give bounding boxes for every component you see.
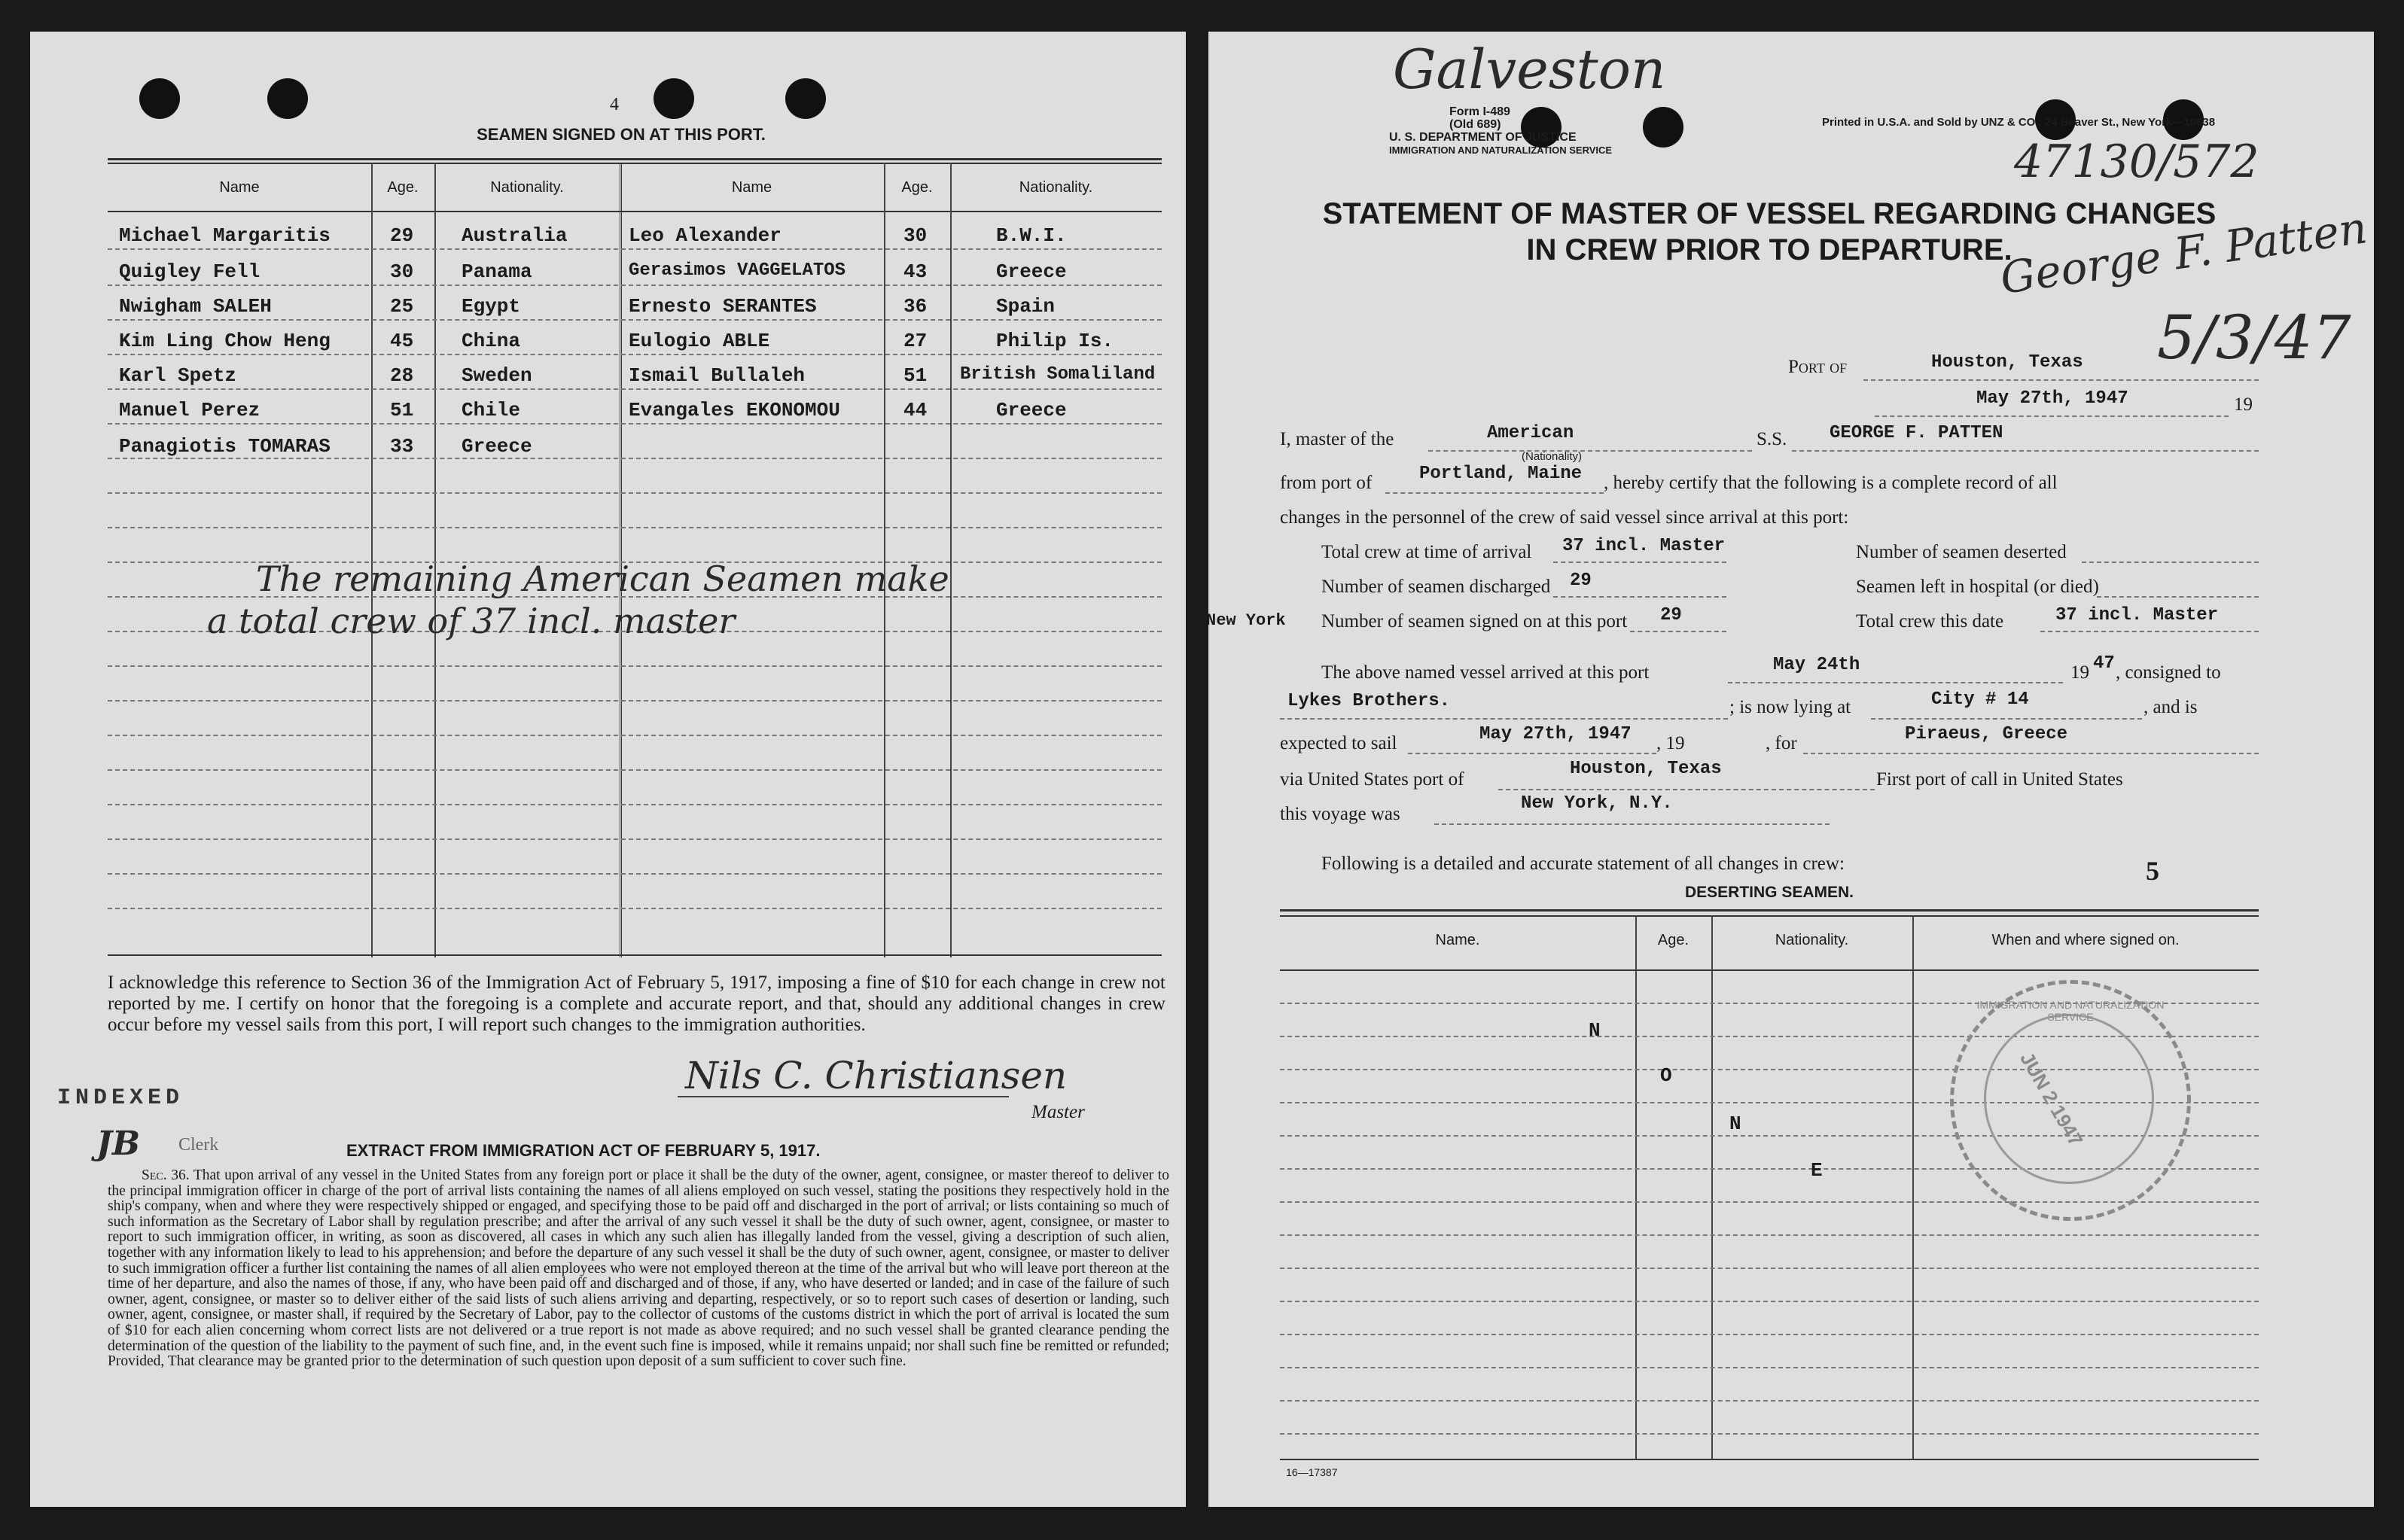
arrived-value: May 24th	[1773, 655, 1860, 675]
seaman-name: Michael Margaritis	[119, 224, 331, 247]
extract-text: That upon arrival of any vessel in the United States from any foreign port or place it shall be the duty of the owner, agent, consignee, or master thereof to deliver to the principal immigration officer in charge of the port of arrival lists containing the names of all aliens employed on such vessel, stating the positions they respectively hold in the ship's company, when and where they were respectively shipped or engaged, and specifying those to be paid off and discharged in the port of arrival; or lists containing so much of such information as the Secretary of Labor shall by regulation prescribe; and after the arrival of any such vessel it shall be the duty of such owner, agent, consignee, or master to report to such immigration officer, in writing, as soon as discovered, all cases in which any such alien has illegally landed from the vessel, giving a description of such alien, together with any information likely to lead to his apprehension; and before the departure of any such vessel it shall be the duty of such owner, agent, consignee, or master to deliver to such immigration officer a further list containing the names of all alien employees who were not employed thereon at the time of the arrival but who will leave port thereon at the time of her departure, and also the names of those, if any, who have been paid off and discharged and of those, if any, who have deserted or landed; and in case of the failure of such owner, agent, consignee, or master so to deliver either of the said lists of such aliens arriving and departing, respectively, or so to report such cases of desertion or landing, such owner, agent, consignee, or master shall, if required by the Secretary of Labor, pay to the collector of customs of the customs district in which the port of arrival is located the sum of $10 for each alien concerning whom correct lists are not delivered or a true report is not made as above required; and no such vessel shall be granted clearance pending the determination of the question of the liability to the payment of such fine, and, in the event such fine is imposed, while it remains unpaid; nor shall such fine be remitted or refunded; Provided, That clearance may be granted prior to the determination of such question upon deposit of a sum sufficient to cover such fine.	[108, 1167, 1169, 1370]
none-letter: E	[1811, 1159, 1823, 1182]
expected-year-label: , 19	[1656, 733, 1685, 753]
following-text: Following is a detailed and accurate statement of all changes in crew:	[1321, 854, 1845, 874]
punch-hole	[785, 78, 826, 119]
seaman-nationality: B.W.I.	[996, 224, 1067, 247]
col-header-signed-on: When and where signed on.	[1991, 932, 2180, 948]
punch-hole	[654, 78, 694, 119]
form-old: (Old 689)	[1449, 118, 1501, 131]
signed-on-title: SEAMEN SIGNED ON AT THIS PORT.	[477, 125, 766, 144]
master-label: Master	[1031, 1102, 1085, 1122]
extract-title: EXTRACT FROM IMMIGRATION ACT OF FEBRUARY 5, 1917.	[346, 1141, 821, 1160]
page-number: 5	[2146, 856, 2159, 886]
seaman-nationality: Greece	[462, 435, 532, 458]
arrived-year: 47	[2093, 653, 2115, 674]
seaman-name: Evangales EKONOMOU	[629, 399, 840, 422]
seaman-name: Nwigham SALEH	[119, 295, 272, 318]
department: U. S. DEPARTMENT OF JUSTICE	[1389, 131, 1577, 144]
punch-hole	[1643, 107, 1683, 148]
seaman-age: 43	[903, 260, 928, 283]
col-header-name: Name.	[1435, 932, 1480, 948]
seaman-age: 30	[390, 260, 414, 283]
none-letter: N	[1589, 1019, 1601, 1042]
punch-hole	[139, 78, 180, 119]
ss-label: S.S.	[1757, 429, 1787, 449]
signed-on-label: Number of seamen signed on at this port	[1321, 611, 1628, 632]
seaman-age: 33	[390, 435, 414, 458]
seaman-nationality: Sweden	[462, 364, 532, 387]
seaman-name: Manuel Perez	[119, 399, 261, 422]
expected-value: May 27th, 1947	[1479, 724, 1632, 744]
seaman-nationality: Egypt	[462, 295, 521, 318]
seaman-name: Gerasimos VAGGELATOS	[629, 260, 846, 281]
total-crew-arrival-value: 37 incl. Master	[1562, 536, 1726, 556]
total-crew-arrival-label: Total crew at time of arrival	[1321, 542, 1532, 562]
consignee-value: Lykes Brothers.	[1287, 691, 1451, 711]
seaman-name: Leo Alexander	[629, 224, 782, 247]
seaman-name: Ismail Bullaleh	[629, 364, 806, 387]
changes-text: changes in the personnel of the crew of said vessel since arrival at this port:	[1280, 507, 1849, 528]
seaman-age: 51	[390, 399, 414, 422]
total-crew-date-label: Total crew this date	[1856, 611, 2004, 632]
right-page	[1208, 32, 2374, 1507]
seaman-age: 29	[390, 224, 414, 247]
col-header-age: Age.	[1657, 932, 1690, 948]
total-crew-date-value: 37 incl. Master	[2055, 605, 2219, 625]
ship-name: GEORGE F. PATTEN	[1830, 423, 2003, 443]
extract-body	[108, 1168, 1169, 1370]
col-header-age: Age.	[387, 179, 419, 196]
arrived-year-prefix: 19	[2070, 662, 2089, 683]
via-label: via United States port of	[1280, 769, 1464, 790]
expected-label: expected to sail	[1280, 733, 1397, 753]
col-header-name: Name	[219, 179, 260, 196]
col-header-name: Name	[731, 179, 772, 196]
extract-section: Sec. 36.	[142, 1167, 190, 1183]
master-signature: Nils C. Christiansen	[685, 1054, 1068, 1097]
seaman-name: Panagiotis TOMARAS	[119, 435, 331, 458]
destination-value: Piraeus, Greece	[1905, 724, 2068, 744]
discharged-value: 29	[1570, 571, 1592, 591]
none-letter: O	[1660, 1064, 1672, 1087]
deserting-title: DESERTING SEAMEN.	[1684, 884, 1854, 901]
consigned-label: , consigned to	[2116, 662, 2221, 683]
deserted-label: Number of seamen deserted	[1856, 542, 2067, 562]
signed-on-prefix: New York	[1206, 611, 1286, 630]
seaman-age: 30	[903, 224, 928, 247]
handwritten-date: 5/3/47	[2157, 303, 2351, 373]
via-value: Houston, Texas	[1570, 759, 1722, 779]
signed-on-value: 29	[1660, 605, 1682, 625]
lying-value: City # 14	[1931, 689, 2029, 710]
seaman-nationality: Philip Is.	[996, 330, 1114, 352]
col-header-nationality: Nationality.	[1775, 932, 1849, 948]
seaman-nationality: Greece	[996, 260, 1067, 283]
master-of-label: I, master of the	[1280, 429, 1394, 449]
none-letter: N	[1729, 1112, 1741, 1135]
port-of-label: Port of	[1788, 357, 1848, 377]
handwritten-note: The remaining American Seamen make	[256, 558, 949, 599]
seaman-age: 25	[390, 295, 414, 318]
indexed-stamp: INDEXED	[57, 1085, 184, 1111]
title-line1: STATEMENT OF MASTER OF VESSEL REGARDING CHANGES	[1322, 197, 2217, 230]
seaman-name: Karl Spetz	[119, 364, 237, 387]
stamp-ring-text: IMMIGRATION AND NATURALIZATION SERVICE	[1976, 999, 2165, 1023]
seaman-age: 36	[903, 295, 928, 318]
seaman-nationality: China	[462, 330, 521, 352]
seaman-nationality: Spain	[996, 295, 1056, 318]
clerk-label: Clerk	[178, 1135, 219, 1155]
seaman-name: Quigley Fell	[119, 260, 261, 283]
seaman-nationality: Panama	[462, 260, 532, 283]
date-value: May 27th, 1947	[1976, 388, 2128, 409]
punch-hole	[267, 78, 308, 119]
seaman-nationality: British Somaliland	[960, 364, 1156, 385]
first-port-label: First port of call in United States	[1876, 769, 2123, 790]
first-port-value: New York, N.Y.	[1521, 793, 1673, 814]
seaman-nationality: Greece	[996, 399, 1067, 422]
from-port-value: Portland, Maine	[1419, 464, 1583, 484]
date-suffix: 19	[2234, 394, 2253, 415]
port-of-value: Houston, Texas	[1931, 352, 2083, 373]
arrived-label: The above named vessel arrived at this port	[1321, 662, 1650, 683]
and-is-label: , and is	[2143, 697, 2198, 717]
certify-text: , hereby certify that the following is a complete record of all	[1604, 473, 2058, 493]
seaman-name: Eulogio ABLE	[629, 330, 770, 352]
seaman-age: 27	[903, 330, 928, 352]
col-header-nationality: Nationality.	[1019, 179, 1093, 196]
col-header-age: Age.	[901, 179, 933, 196]
seaman-name: Kim Ling Chow Heng	[119, 330, 331, 352]
handwritten-note: a total crew of 37 incl. master	[207, 601, 736, 641]
discharged-label: Number of seamen discharged	[1321, 577, 1551, 597]
acknowledgement-text: I acknowledge this reference to Section 36 of the Immigration Act of February 5, 1917, imposing a fine of $10 for each change in crew not reported by me. I certify on honor that the foregoing is a complete and accurate report, and that, should any additional changes in crew occur before my vessel sails from this port, I will report such changes to the immigration authorities.	[108, 972, 1165, 1035]
seaman-age: 44	[903, 399, 928, 422]
received-stamp	[1950, 980, 2191, 1221]
stamp-date: JUN 2 1947	[2016, 1048, 2088, 1150]
nationality-caption: (Nationality)	[1522, 450, 1583, 463]
service: IMMIGRATION AND NATURALIZATION SERVICE	[1389, 145, 1613, 156]
seaman-age: 28	[390, 364, 414, 387]
title-line2: IN CREW PRIOR TO DEPARTURE.	[1526, 233, 2012, 266]
clerk-initials: JB	[96, 1125, 141, 1163]
handwritten-vessel: George F. Patten	[1997, 202, 2370, 304]
from-port-label: from port of	[1280, 473, 1373, 493]
for-label: , for	[1766, 733, 1797, 753]
seaman-age: 51	[903, 364, 928, 387]
file-number: 47130/572	[2014, 135, 2259, 188]
page-number: 4	[610, 95, 619, 114]
seaman-nationality: Australia	[462, 224, 568, 247]
lying-label: ; is now lying at	[1729, 697, 1851, 717]
seaman-age: 45	[390, 330, 414, 352]
form-number: Form I-489	[1449, 105, 1510, 118]
hospital-label: Seamen left in hospital (or died)	[1856, 577, 2099, 597]
footer-code: 16—17387	[1286, 1466, 1338, 1478]
handwritten-port: Galveston	[1393, 38, 1666, 101]
form-number-block	[1389, 105, 1612, 157]
col-header-nationality: Nationality.	[490, 179, 564, 196]
seaman-nationality: Chile	[462, 399, 521, 422]
nationality-value: American	[1487, 423, 1574, 443]
this-voyage-label: this voyage was	[1280, 804, 1400, 824]
left-page	[30, 32, 1186, 1507]
printer-note: Printed in U.S.A. and Sold by UNZ & CO., 24 Beaver St., New York—10638	[1822, 116, 2216, 129]
seaman-name: Ernesto SERANTES	[629, 295, 817, 318]
